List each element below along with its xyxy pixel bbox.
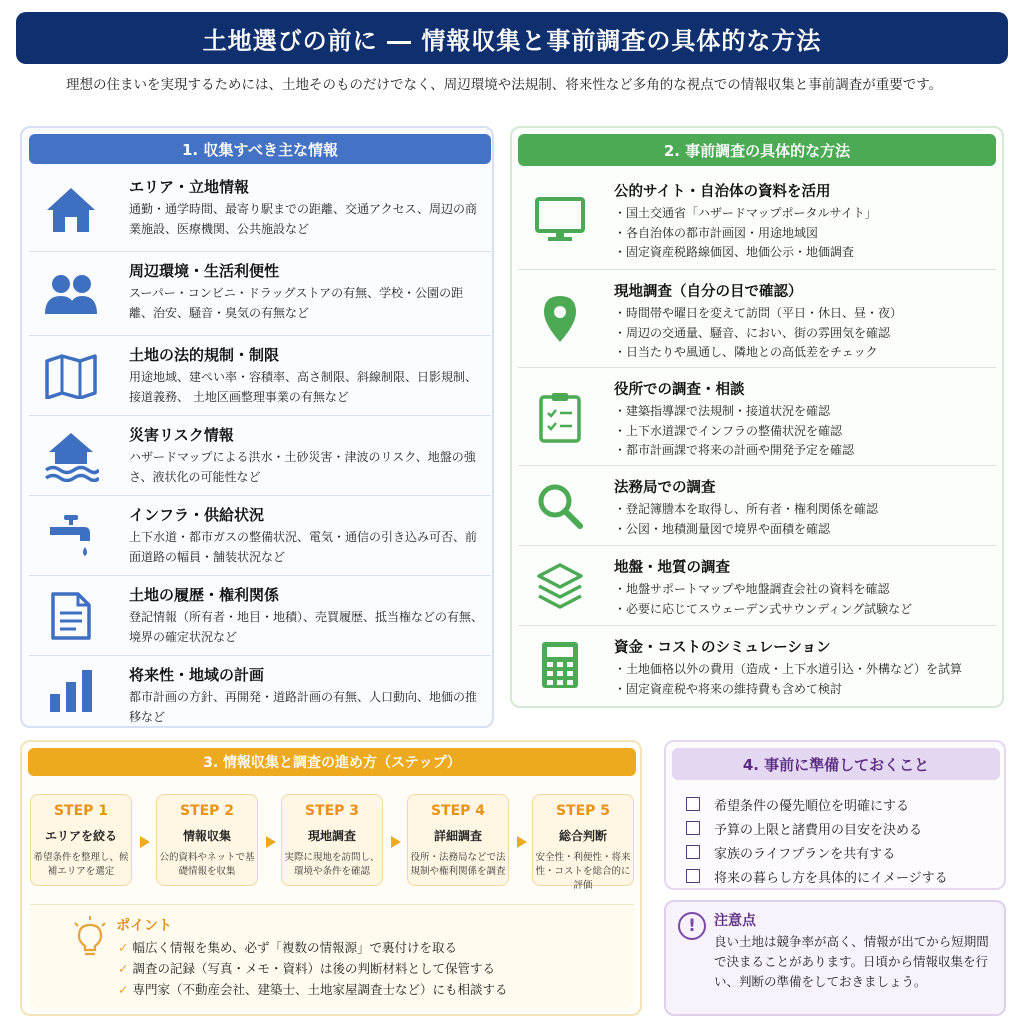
method-point: ・ 登記簿謄本を取得し、所有者・権利関係を確認 [614,500,878,520]
info-title: インフラ・供給状況 [129,506,265,524]
method-title: 法務局での調査 [614,480,716,496]
caution-text: 良い土地は競争率が高く、情報が出てから短期間で決まることがあります。日頃から情報収集を行い、判断の準備をしておきましょう。 [714,934,989,989]
step-desc: 役所・法務局などで法規制や権利関係を調査 [410,852,506,877]
caution-title: 注意点 [714,913,756,929]
method-item-cityhall [518,368,996,466]
checklist-item [686,816,948,840]
section-preparation [664,740,1006,890]
method-point: ・ 固定資産税や将来の維持費も含めて検討 [614,680,962,700]
step-desc: 実際に現地を訪問し、環境や条件を確認 [284,852,380,877]
step-1 [30,794,132,886]
method-item-onsite [518,270,996,368]
method-point: ・ 日当たりや風通し、隣地との高低差をチェック [614,343,902,363]
method-item-legal-office [518,466,996,546]
method-point: ・ 土地価格以外の費用（造成・上下水道引込・外構など）を試算 [614,660,962,680]
location-pin-icon [530,289,590,349]
info-item-infra [29,496,491,576]
layers-icon [530,556,590,616]
checklist-item [686,840,948,864]
section-survey-methods [510,126,1004,708]
method-points [614,660,962,699]
step-2 [156,794,258,886]
step-label: STEP 4 [430,803,486,819]
point-item: ✓ 調査の記録（写真・メモ・資料）は後の判断材料として保管する [118,958,507,979]
step-4 [407,794,509,886]
info-title: 土地の法的規制・制限 [129,346,280,364]
step-title: 詳細調査 [433,829,482,843]
method-item-ground [518,546,996,626]
section4-heading: 4. 事前に準備しておくこと [672,748,1000,780]
clipboard-icon [530,387,590,447]
point-item: ✓ 専門家（不動産会社、建築士、土地家屋調査士など）にも相談する [118,979,507,1000]
checklist-item [686,792,948,816]
method-point: ・ 必要に応じてスウェーデン式サウンディング試験など [614,600,912,620]
info-item-environment [29,252,491,336]
checklist-label: 希望条件の優先順位を明確にする [714,798,910,814]
section-collect-info [20,126,494,728]
checkbox[interactable] [686,797,700,811]
step-arrow-icon [140,836,150,848]
method-point: ・ 周辺の交通量、騒音、におい、街の雰囲気を確認 [614,324,902,344]
step-title: エリアを絞る [44,829,117,843]
method-point: ・ 固定資産税路線価図、地価公示・地価調査 [614,243,877,263]
method-title: 役所での調査・相談 [614,382,745,398]
info-title: エリア・立地情報 [129,178,250,196]
step-desc: 公的資料やネットで基礎情報を収集 [159,852,255,877]
step-title: 現地調査 [307,829,356,843]
flood-house-icon [43,428,99,484]
step-5 [532,794,634,891]
info-item-future [29,656,491,724]
method-title: 公的サイト・自治体の資料を活用 [614,184,831,200]
method-points [614,580,912,619]
info-desc: 用途地域、建ぺい率・容積率、高さ制限、斜線制限、日影規制、接道義務、 土地区画整理事業の有無など [129,370,478,404]
people-icon [43,266,99,322]
method-title: 資金・コストのシミュレーション [614,640,831,656]
method-title: 地盤・地質の調査 [614,560,730,576]
method-points [614,500,878,539]
info-title: 土地の履歴・権利関係 [129,586,280,604]
checklist-label: 将来の暮らし方を具体的にイメージする [714,870,948,886]
method-point: ・ 都市計画課で将来の計画や開発予定を確認 [614,441,854,461]
point-item: ✓ 幅広く情報を集め、必ず「複数の情報源」で裏付けを取る [118,937,507,958]
exclamation-icon: ! [678,912,706,940]
lightbulb-icon [70,915,110,959]
magnifier-icon [530,476,590,536]
method-title: 現地調査（自分の目で確認） [614,284,803,300]
info-desc: スーパー・コンビニ・ドラッグストアの有無、学校・公園の距離、治安、騒音・臭気の有無など [129,286,464,320]
section3-heading: 3. 情報収集と調査の進め方（ステップ） [28,748,636,776]
step-label: STEP 5 [555,803,611,819]
bar-chart-icon [43,662,99,718]
info-desc: 通勤・通学時間、最寄り駅までの距離、交通アクセス、周辺の商業施設、医療機関、公共施設など [129,202,478,236]
checkbox[interactable] [686,845,700,859]
house-icon [43,182,99,238]
caution-box [664,900,1006,1016]
point-title: ポイント [116,918,172,934]
method-point: ・ 各自治体の都市計画図・用途地域図 [614,224,877,244]
point-box [30,904,634,1008]
method-points [614,402,854,461]
info-item-legal [29,336,491,416]
method-point: ・ 国土交通省「ハザードマップポータルサイト」 [614,204,877,224]
info-desc: ハザードマップによる洪水・土砂災害・津波のリスク、地盤の強さ、液状化の可能性など [129,450,476,484]
method-point: ・ 地盤サポートマップや地盤調査会社の資料を確認 [614,580,912,600]
info-title: 周辺環境・生活利便性 [129,262,280,280]
page-title: 土地選びの前に ― 情報収集と事前調査の具体的な方法 [16,12,1008,64]
info-item-history [29,576,491,656]
step-label: STEP 3 [304,803,360,819]
monitor-icon [530,190,590,250]
info-title: 将来性・地域の計画 [129,666,265,684]
faucet-icon [43,508,99,564]
document-icon [43,588,99,644]
method-point: ・ 公図・地積測量図で境界や面積を確認 [614,520,878,540]
section2-heading: 2. 事前調査の具体的な方法 [518,134,996,166]
checkbox[interactable] [686,869,700,883]
step-desc: 希望条件を整理し、候補エリアを選定 [33,852,129,877]
info-item-disaster [29,416,491,496]
intro-text: 理想の住まいを実現するためには、土地そのものだけでなく、周辺環境や法規制、将来性など多角的な視点での情報収集と事前調査が重要です。 [66,77,943,93]
section1-heading: 1. 収集すべき主な情報 [29,134,491,164]
step-3 [281,794,383,886]
calculator-icon [530,635,590,695]
step-desc: 安全性・利便性・将来性・コストを総合的に評価 [535,852,631,891]
step-arrow-icon [266,836,276,848]
step-title: 情報収集 [182,829,231,843]
preparation-checklist [686,792,948,888]
method-point: ・ 時間帯や曜日を変えて訪問（平日・休日、昼・夜） [614,304,902,324]
method-points [614,204,877,263]
method-point: ・ 上下水道課でインフラの整備状況を確認 [614,422,854,442]
step-title: 総合判断 [558,829,607,843]
info-title: 災害リスク情報 [129,426,234,444]
info-desc: 都市計画の方針、再開発・道路計画の有無、人口動向、地価の推移など [129,690,478,724]
checklist-label: 予算の上限と諸費用の目安を決める [714,822,923,838]
method-item-public [518,170,996,270]
info-desc: 登記情報（所有者・地目・地積）、売買履歴、抵当権などの有無、境界の確定状況など [129,610,484,644]
step-label: STEP 1 [53,803,109,819]
step-label: STEP 2 [179,803,235,819]
section-steps [20,740,642,1016]
checkbox[interactable] [686,821,700,835]
checklist-item [686,864,948,888]
step-arrow-icon [517,836,527,848]
map-icon [43,348,99,404]
method-points [614,304,902,363]
checklist-label: 家族のライフプランを共有する [714,846,896,862]
point-list [118,937,507,1000]
method-item-cost [518,626,996,704]
info-item-area [29,168,491,252]
method-point: ・ 建築指導課で法規制・接道状況を確認 [614,402,854,422]
info-desc: 上下水道・都市ガスの整備状況、電気・通信の引き込み可否、前面道路の幅員・舗装状況など [129,530,478,564]
step-arrow-icon [391,836,401,848]
